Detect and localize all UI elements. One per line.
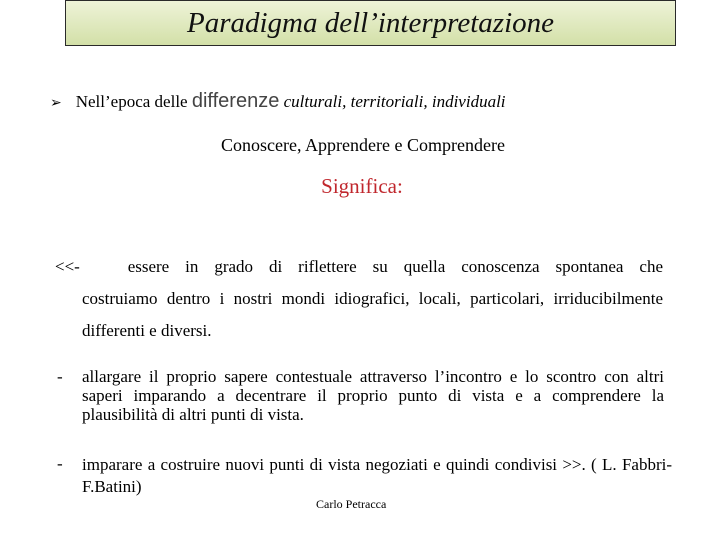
page-title: Paradigma dell’interpretazione — [186, 6, 555, 39]
subtitle: Conoscere, Apprendere e Comprendere — [221, 135, 505, 155]
dash-2: - — [57, 454, 63, 473]
title-banner — [65, 0, 676, 46]
arrow-bullet-icon: ➢ — [50, 95, 62, 111]
paragraph-1 — [55, 251, 663, 347]
dash-1: - — [57, 367, 63, 386]
author-footer: Carlo Petracca — [316, 497, 387, 511]
bullet-suffix: culturali, territoriali, individuali — [283, 92, 506, 111]
paragraph-1-lead: <<- — [55, 257, 80, 276]
paragraph-1-first-text: essere in grado di riflettere su quella conoscenza spontanea che — [127, 257, 664, 276]
paragraph-1-rest: costruiamo dentro i nostri mondi idiografici, locali, particolari, irriducibilmente differenti e diversi. — [82, 289, 663, 340]
bullet-prefix: Nell’epoca delle — [75, 92, 188, 111]
paragraph-1-first-line — [55, 251, 663, 283]
paragraph-3: imparare a costruire nuovi punti di vista negoziati e quindi condivisi >>. ( L. Fabbri-F.Batini) — [82, 455, 672, 496]
bullet-highlight: differenze — [191, 90, 280, 112]
bullet-line — [50, 90, 506, 113]
paragraph-2: allargare il proprio sapere contestuale attraverso l’incontro e lo scontro con altri saperi imparando a decentrare il proprio punto di vista e a comprendere la plausibilità di altri punti di vista. — [82, 367, 664, 424]
significa-heading: Significa: — [321, 174, 403, 198]
